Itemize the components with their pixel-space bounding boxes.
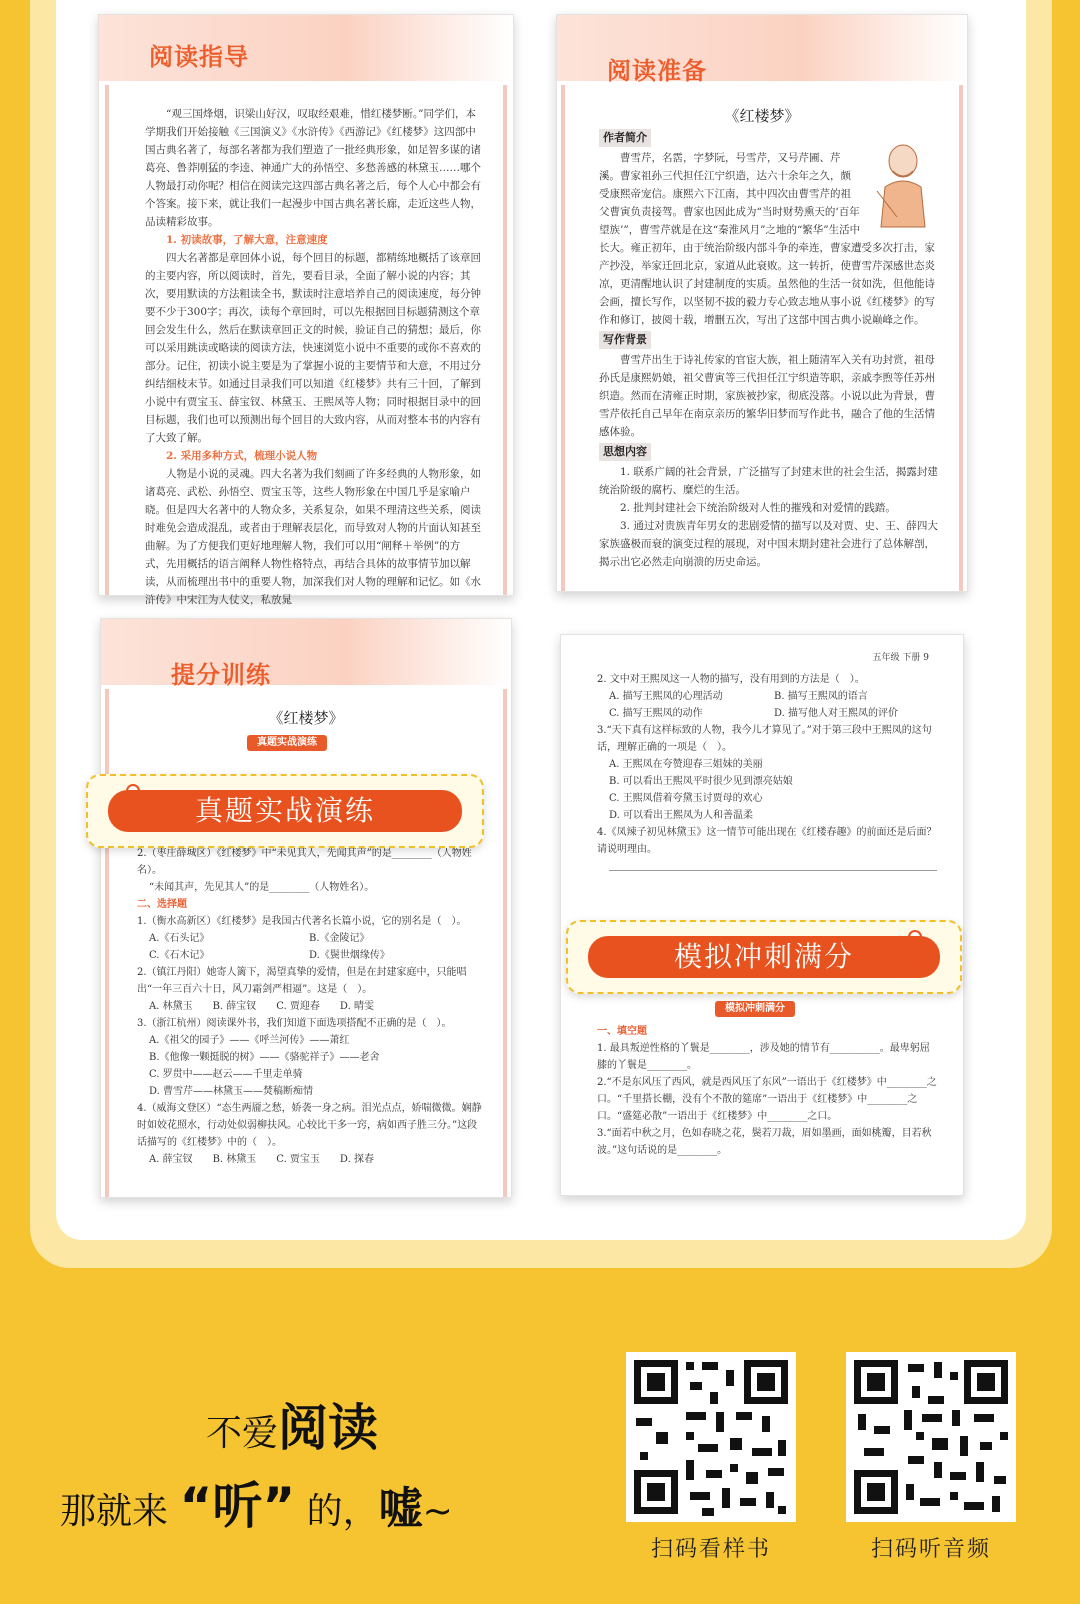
banner-mock-sprint	[566, 920, 962, 994]
option: C. 罗贯中——赵云——千里走单骑	[149, 1069, 303, 1080]
slogan-text: 那就来	[60, 1491, 169, 1532]
question: 3.“天下真有这样标致的人物，我今儿才算见了。”对于第三段中王熙凤的这句话，理解正确的一项是（ ）。	[597, 725, 932, 753]
author-portrait-image	[867, 131, 939, 227]
book-title: 《红楼梦》	[268, 709, 344, 727]
question: 1.（衡水高新区）《红楼梦》是我国古代著名长篇小说，它的别名是（ ）。	[137, 916, 467, 927]
idea-item: 2. 批判封建社会下统治阶级对人性的摧残和对爱情的践踏。	[620, 502, 896, 514]
option: C. 王熙凤借着夸黛玉讨贾母的欢心	[609, 793, 763, 804]
page-header-title: 阅读指导	[149, 43, 249, 71]
page-body	[599, 127, 939, 571]
slogan-text: 的，	[306, 1491, 379, 1532]
section-tag: 模拟冲刺满分	[715, 1001, 795, 1017]
page-edge-stripe	[503, 85, 507, 595]
slogan-emphasis: 嘘	[378, 1483, 423, 1534]
author-text: 曹雪芹，名霑，字梦阮，号雪芹，又号芹圃、芹溪。曹家祖孙三代担任江宁织造，达六十余年之久，颇受康熙帝宠信。康熙六下江南，其中四次由曹雪芹的祖父曹寅负责接驾。曹家也因此成为“当时财势熏天的‘百年望族’”，曹雪芹就是在这“秦淮风月”之地的“繁华”生活中长大。雍正初年，由于统治阶级内部斗争的牵连，曹家遭受多次打击，家产抄没，举家迁回北京，家道从此衰败。这一转折，使曹雪芹深感世态炎凉，更清醒地认识了封建制度的实质。虽然他的生活一贫如洗，但他能诗会画，擅长写作，以坚韧不拔的毅力专心致志地从事小说《红楼梦》的写作和修订，披阅十载，增删五次，写出了这部中国古典小说巅峰之作。	[599, 152, 935, 326]
slogan-text: ~	[422, 1491, 453, 1532]
banner-label: 模拟冲刺满分	[588, 936, 940, 978]
page-edge-stripe	[105, 85, 109, 595]
page-body-bottom	[597, 1023, 937, 1159]
page-edge-stripe	[959, 85, 963, 591]
answer-line	[609, 870, 937, 871]
section-tag: 真题实战演练	[247, 735, 327, 751]
option: D.《鬓世烟缘传》	[309, 950, 390, 961]
option: A.《石头记》	[149, 933, 210, 944]
qr-code-audio[interactable]	[846, 1352, 1016, 1522]
question: 2.“不是东风压了西风，就是西风压了东风”一语出于《红楼梦》中________之口。“千里搭长棚，没有个不散的筵席”一语出于《红楼梦》中________之口。“盛筵必散”一语出于《红楼梦》中________之口。	[597, 1077, 937, 1122]
sample-page-training	[100, 618, 512, 1198]
section-label: 写作背景	[599, 331, 651, 349]
paragraph: 四大名著都是章回体小说，每个回目的标题，都精练地概括了该章回的主要内容，所以阅读时，首先，要看目录，全面了解小说的内容；其次，要用默读的方法粗读全书，默读时注意培养自己的阅读速度，每分钟要不少于300字；再次，读每个章回时，可以先根据回目标题猜测这个章回会发生什么，然后在默读章回正文的时候，验证自己的猜想；最后，你可以采用跳读或略读的阅读方法，快速浏览小说中不重要的或你不喜欢的部分。记住，初读小说主要是为了掌握小说的主要情节和大意，不用过分纠结细枝末节。如通过目录我们可以知道《红楼梦》共有三十回，了解到小说中有贾宝玉、薛宝钗、林黛玉、王熙凤等人物；同时根据目录中的回目标题，我们也可以预测出每个回目的大致内容，从而对整本书的内容有了大致了解。	[145, 252, 481, 444]
section-heading: 一、填空题	[597, 1026, 647, 1037]
slogan-text: 不爱	[206, 1413, 279, 1454]
options-row: A. 林黛玉 B. 薛宝钗 C. 贾迎春 D. 晴雯	[149, 1001, 374, 1012]
question: 1. 最具叛逆性格的丫鬟是________，涉及她的情节有__________。最卑躬屈膝的丫鬟是________。	[597, 1043, 930, 1071]
section-label: 思想内容	[599, 443, 651, 461]
option: D. 可以看出王熙凤为人和善温柔	[609, 810, 754, 821]
sample-page-reading-guide	[98, 14, 514, 606]
page-body	[145, 105, 481, 609]
book-title: 《红楼梦》	[724, 107, 800, 125]
question: 3.“面若中秋之月，色如春晓之花，鬓若刀裁，眉如墨画，面如桃瓣，目若秋波。”这句话说的是________。	[597, 1128, 932, 1156]
page-edge-stripe	[105, 689, 109, 1197]
slogan-line-2	[60, 1466, 453, 1538]
question: 4.（威海文登区）“态生两靥之愁，娇袭一身之病。泪光点点，娇喘微微。娴静时如姣花照水，行动处似弱柳扶风。心较比干多一窍，病如西子胜三分。”这段话描写的《红楼梦》中的（ ）。	[137, 1103, 482, 1148]
option: B.《金陵记》	[309, 933, 370, 944]
qr-label-sample-book: 扫码看样书	[650, 1537, 771, 1562]
option: A.《祖父的园子》——《呼兰河传》——萧红	[149, 1035, 350, 1046]
paragraph: 人物是小说的灵魂。四大名著为我们刻画了许多经典的人物形象，如诸葛亮、武松、孙悟空、贾宝玉等，这些人物形象在中国几乎是家喻户晓。但是四大名著中的人物众多，关系复杂，如果不理清这些关系，阅读时难免会造成混乱，或者由于理解表层化，而导致对人物的片面认知甚至曲解。为了方便我们更好地理解人物，我们可以用“闸释＋举例”的方式，先用概括的语言阐释人物性格特点，再结合具体的故事情节加以解读，从而梳理出书中的重要人物，加深我们对人物的理解和记忆。如《水浒传》中宋江为人仗义，私放晁	[145, 468, 481, 606]
page-running-head: 五年级 下册 9	[872, 653, 929, 663]
slogan-emphasis: 阅读	[278, 1399, 379, 1457]
question: 4.《凤辣子初见林黛玉》这一情节可能出现在《红楼春趣》的前面还是后面？请说明理由。	[597, 827, 937, 855]
options-row	[137, 947, 487, 964]
question: 3.（浙江杭州）阅读课外书，我们知道下面选项搭配不正确的是（ ）。	[137, 1018, 452, 1029]
option: C.《石木记》	[149, 950, 210, 961]
options-row	[137, 930, 487, 947]
options-row	[597, 688, 937, 705]
question: 2. 文中对王熙凤这一人物的描写，没有用到的方法是（ ）。	[597, 674, 865, 685]
sample-page-reading-prep	[556, 14, 968, 592]
option: D. 曹雪芹——林黛玉——焚稿断痴情	[149, 1086, 314, 1097]
qr-label-audio: 扫码听音频	[870, 1537, 991, 1562]
banner-label: 真题实战演练	[108, 790, 462, 832]
options-row	[597, 705, 937, 722]
banner-real-exam	[86, 774, 484, 848]
section-heading: 2. 采用多种方式，梳理小说人物	[166, 450, 318, 462]
qr-code-sample-book[interactable]	[626, 1352, 796, 1522]
question: “未闻其声，先见其人”的是________（人物姓名）。	[149, 882, 375, 893]
page-body-top	[597, 671, 937, 871]
slogan-emphasis: “听”	[179, 1477, 296, 1535]
page-edge-stripe	[561, 85, 565, 591]
background-text: 曹雪芹出生于诗礼传家的官宦大族，祖上随清军入关有功封赏，祖母孙氏是康熙奶娘，祖父曹寅等三代担任江宁织造等职，亲戚李煦等任苏州织造。然而在清雍正时期，家族被抄家，彻底没落。小说以此为背景，曹雪芹依托自己早年在南京亲历的繁华旧梦而写作此书，融合了他的生活情感体验。	[599, 354, 935, 438]
page-header	[101, 619, 511, 685]
option: A. 描写王熙凤的心理活动	[609, 691, 723, 702]
sample-page-practice	[560, 634, 964, 1196]
section-label: 作者简介	[599, 129, 651, 147]
page-body	[137, 845, 487, 1168]
option: B. 可以看出王熙凤平时很少见到漂亮姑娘	[609, 776, 793, 787]
option: A. 王熙凤在夸赞迎春三姐妹的美丽	[609, 759, 763, 770]
idea-item: 3. 通过对贵族青年男女的悲剧爱情的描写以及对贾、史、王、薛四大家族盛极而衰的演变过程的展现，对中国末期封建社会进行了总体解剖，揭示出它必然走向崩溃的历史命运。	[599, 520, 938, 568]
question: 2.（镇江丹阳）她寄人篱下，渴望真挚的爱情，但是在封建家庭中，只能唱出“一年三百六十日，风刀霜剑严相逼”。这是（ ）。	[137, 967, 467, 995]
page-header-title: 提分训练	[171, 661, 271, 689]
idea-item: 1. 联系广阔的社会背景，广泛描写了封建末世的社会生活，揭露封建统治阶级的腐朽、糜烂的生活。	[599, 466, 938, 496]
section-heading: 1. 初读故事，了解大意，注意速度	[166, 234, 328, 246]
option: D. 描写他人对王熙凤的评价	[774, 708, 899, 719]
question: 2.（枣庄薛城区）《红楼梦》中“未见其人，先闻其声”的是________（人物姓名）。	[137, 848, 472, 876]
options-row: A. 薛宝钗 B. 林黛玉 C. 贾宝玉 D. 探春	[149, 1154, 374, 1165]
option: B.《他像一颗挺脱的树》——《骆驼祥子》——老舍	[149, 1052, 380, 1063]
slogan-line-1	[206, 1388, 378, 1460]
section-heading: 二、选择题	[137, 899, 187, 910]
option: B. 描写王熙凤的语言	[774, 691, 868, 702]
option: C. 描写王熙凤的动作	[609, 708, 703, 719]
page-header-title: 阅读准备	[607, 57, 707, 85]
intro-paragraph: “观三国烽烟，识梁山好汉，叹取经艰难，惜红楼梦断。”同学们，本学期我们开始接触《三国演义》《水浒传》《西游记》《红楼梦》这四部中国古典名著了，每部名著都为我们塑造了一批经典形象，如足智多谋的诸葛亮、鲁莽刚猛的李逵、神通广大的孙悟空、多愁善感的林黛玉……哪个人物最打动你呢？相信在阅读完这四部古典名著之后，每个人心中都会有个答案。接下来，就让我们一起漫步中国古典名著长廊，走近这些人物，品读精彩故事。	[145, 108, 481, 228]
page-edge-stripe	[503, 689, 507, 1197]
